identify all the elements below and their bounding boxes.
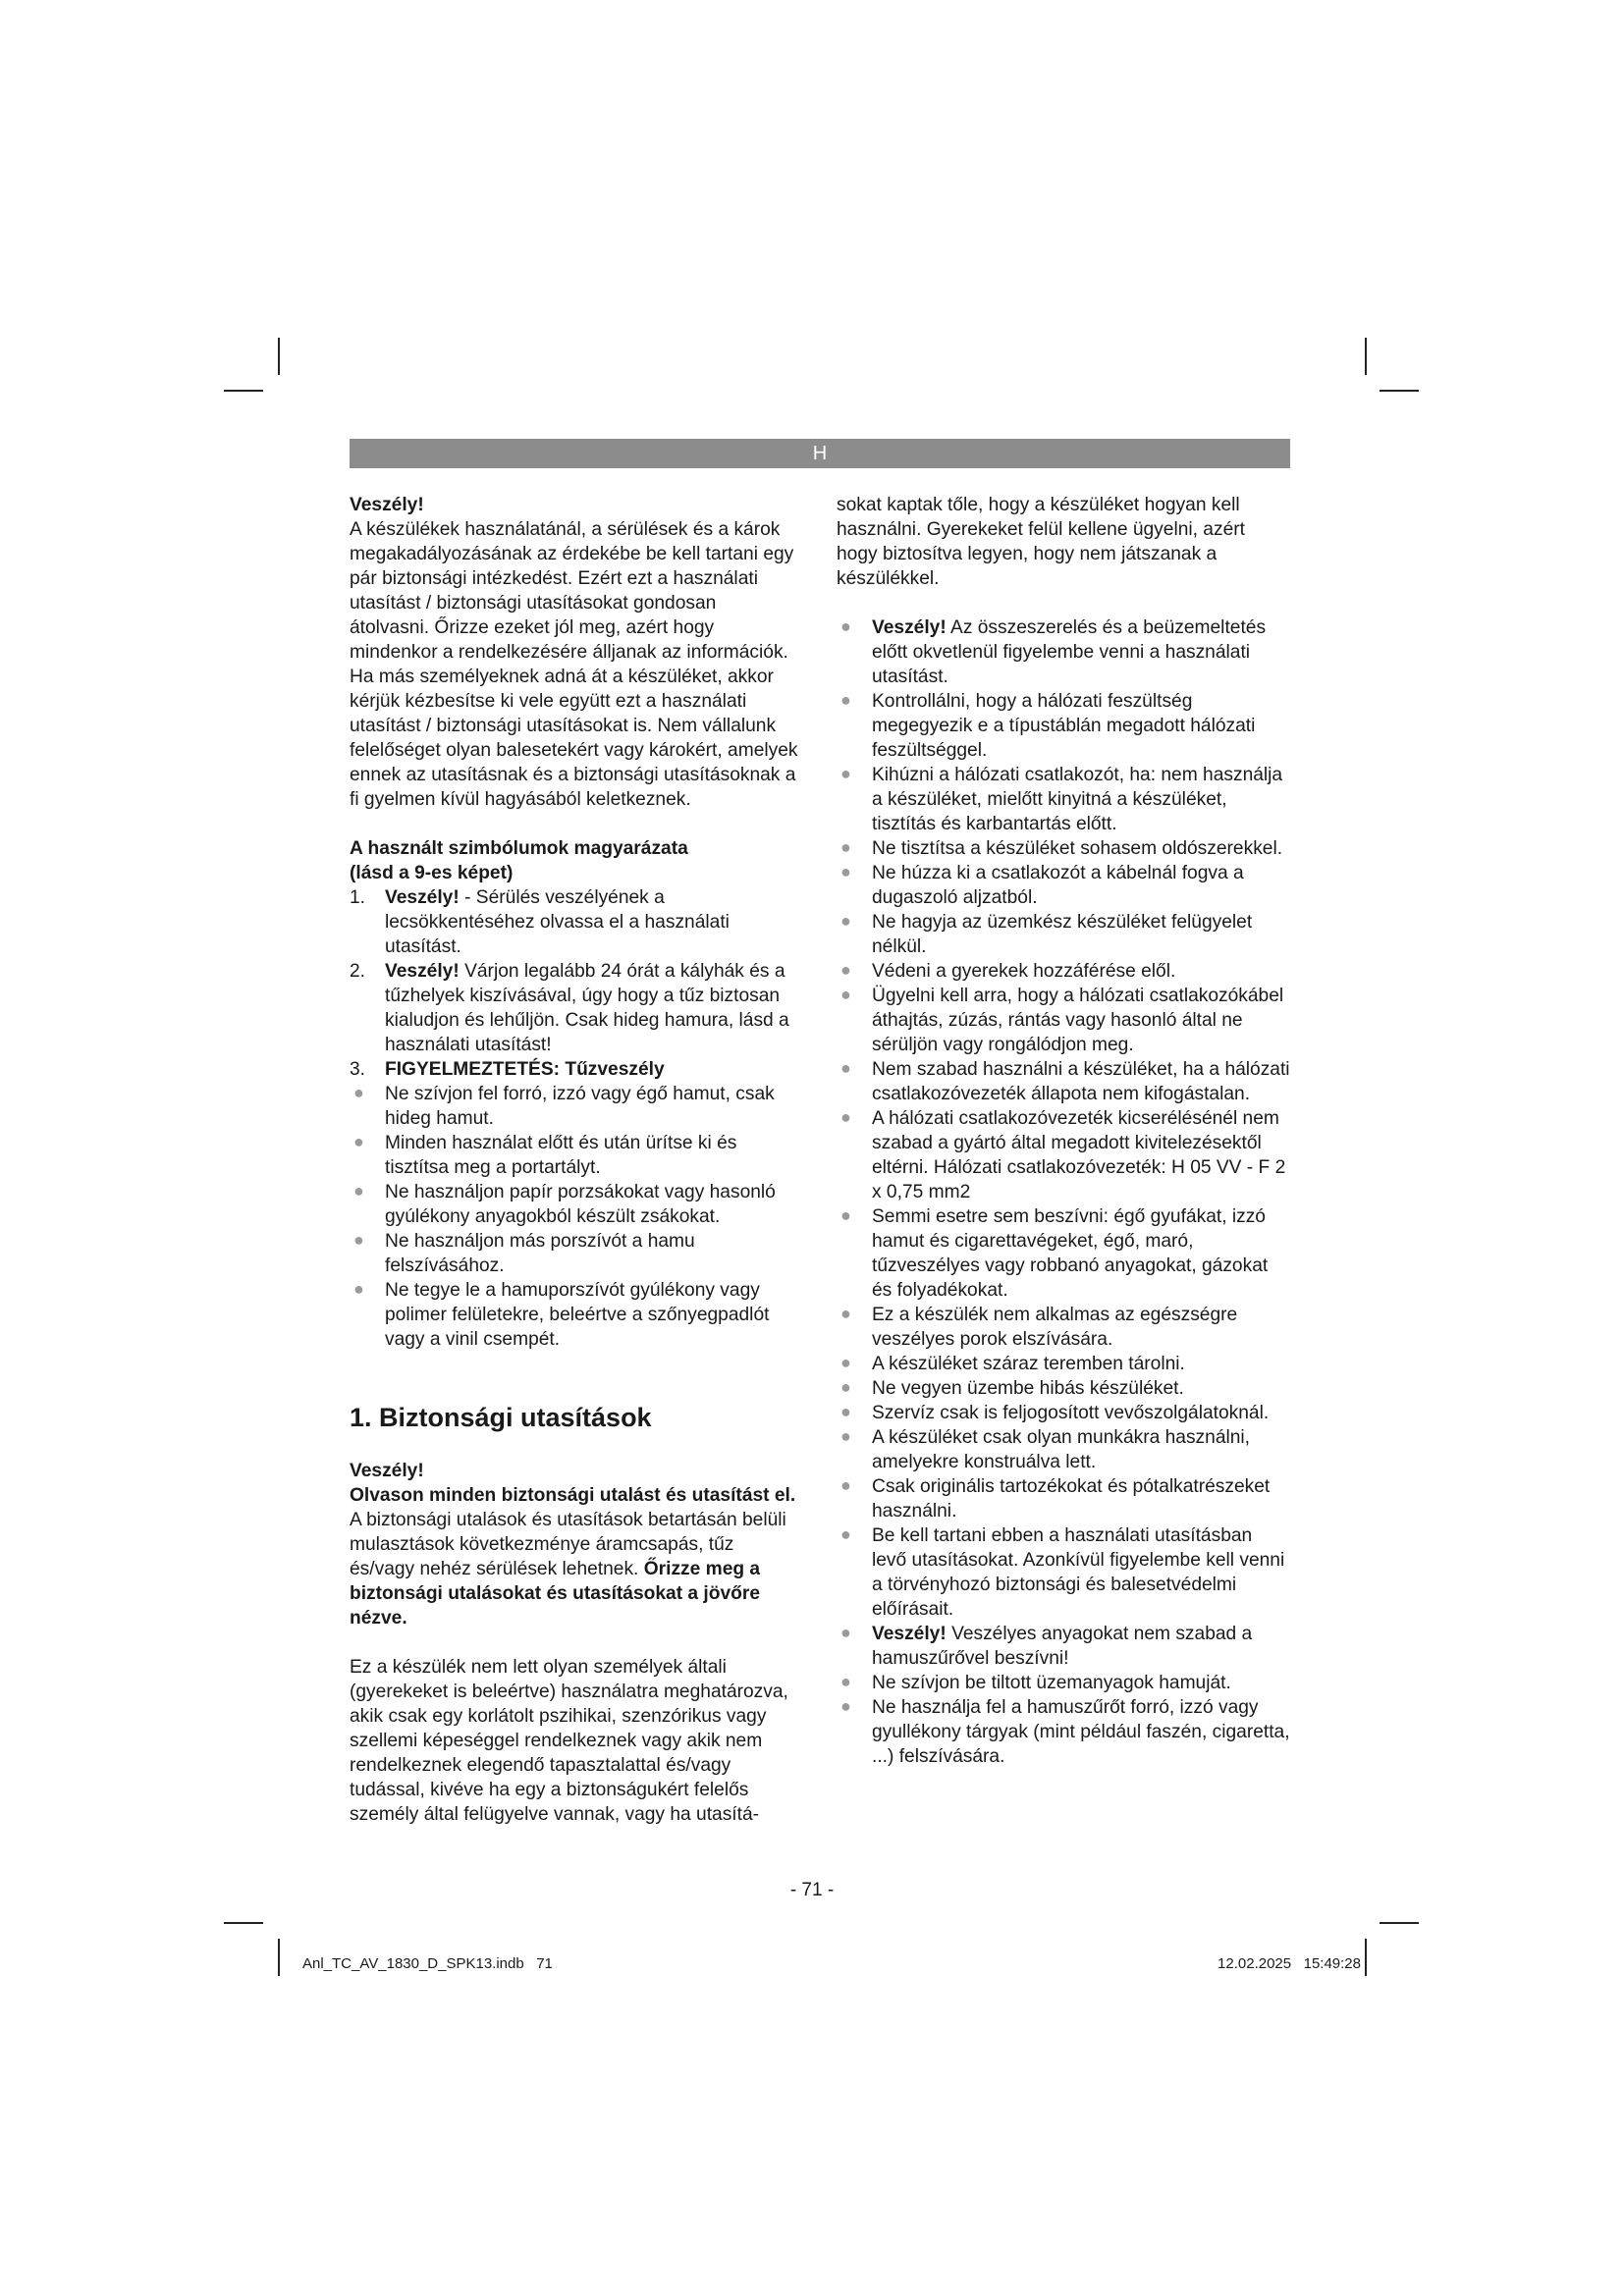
left-column [350, 493, 799, 1827]
bullet-icon: ● [840, 985, 851, 1004]
crop-mark [1365, 338, 1367, 375]
page-number: - 71 - [789, 1880, 835, 1900]
list-item: ● Ne vegyen üzembe hibás készüléket. [840, 1377, 1184, 1399]
section-heading: 1. Biztonsági utasítások [350, 1403, 652, 1432]
list-item: ● Ne szívjon be tiltott üzemanyagok hamuját. [840, 1672, 1231, 1693]
bullet-icon: ● [840, 1353, 851, 1372]
crop-mark [1380, 390, 1419, 392]
bullet-icon: ● [353, 1132, 364, 1151]
crop-mark [224, 1922, 263, 1924]
list-item: ● Kontrollálni, hogy a hálózati feszültség megegyezik e a típustáblán megadott hálózati feszültséggel. [840, 690, 1256, 761]
list-item: ● Szervíz csak is feljogosított vevőszolgálatoknál. [840, 1402, 1270, 1423]
bullet-icon: ● [840, 764, 851, 783]
safety-title: Veszély! [350, 1461, 424, 1481]
continued-paragraph: sokat kaptak tőle, hogy a készüléket hogyan kell használni. Gyerekeket felül kellene ügyelni, azért hogy biztosítva legyen, hogy nem játszanak a készülékkel. [837, 495, 1245, 589]
list-item: ● Csak originális tartozékokat és pótalkatrészeket használni. [840, 1475, 1271, 1522]
bullet-icon: ● [353, 1181, 364, 1201]
list-item: ● Nem szabad használni a készüléket, ha a hálózati csatlakozóvezeték állapota nem kifogástalan. [840, 1058, 1290, 1104]
crop-mark [278, 1939, 280, 1976]
list-item: ● A készüléket száraz teremben tárolni. [840, 1353, 1185, 1374]
symbols-title-2: (lásd a 9-es képet) [350, 863, 514, 883]
safety-bullets [837, 615, 1290, 1769]
list-item: ● A készüléket csak olyan munkákra használni, amelyekre konstruálva lett. [840, 1426, 1251, 1472]
list-item: ● Ne használjon más porszívót a hamu felszívásához. [353, 1230, 695, 1276]
bullet-icon: ● [840, 1475, 851, 1495]
list-item: ● Védeni a gyerekek hozzáférése elől. [840, 960, 1176, 982]
bullet-icon: ● [840, 1058, 851, 1078]
print-datetime: 12.02.2025 15:49:28 [1218, 1955, 1361, 1972]
crop-mark [278, 338, 280, 375]
list-item: ● Ne tisztítsa a készüléket sohasem oldószerekkel. [840, 837, 1283, 859]
list-item: ● Semmi esetre sem beszívni: égő gyufákat, izzó hamut és cigarettavégeket, égő, maró, tűzveszélyes vagy robbanó anyagokat, gázokat és folyadékokat. [840, 1205, 1269, 1301]
bullet-icon: ● [840, 911, 851, 931]
language-label: H [812, 443, 828, 464]
list-item: ● Ne használja fel a hamuszűrőt forró, izzó vagy gyullékony tárgyak (mint például faszén, cigaretta, ...) felszívására. [840, 1696, 1290, 1767]
bullet-icon: ● [840, 862, 851, 881]
bullet-icon: ● [840, 1426, 851, 1446]
list-item: ● Veszély! Az összeszerelés és a beüzemeltetés előtt okvetlenül figyelembe venni a használati utasítást. [840, 616, 1267, 687]
symbols-title-1: A használt szimbólumok magyarázata [350, 838, 688, 859]
persons-paragraph: Ez a készülék nem lett olyan személyek általi (gyerekeket is beleértve) használatra meghatározva, akik csak egy korlátolt pszihikai, szenzórikus vagy szellemi képeséggel rendelkeznek vagy akik nem rendelkeznek elegendő tapasztalattal és/vagy tudással, kivéve ha egy a biztonságukért felelős személy által felügyelve vannak, vagy ha utasítá- [350, 1657, 788, 1825]
bullet-icon: ● [840, 1623, 851, 1642]
bullet-icon: ● [840, 1377, 851, 1397]
list-item: ● Ne húzza ki a csatlakozót a kábelnál fogva a dugaszoló aljzatból. [840, 862, 1244, 908]
crop-mark [1380, 1922, 1419, 1924]
file-name: Anl_TC_AV_1830_D_SPK13.indb 71 [302, 1955, 553, 1972]
intro-title: Veszély! [350, 495, 424, 515]
crop-mark [1365, 1939, 1367, 1976]
safety-paragraph: Olvason minden biztonsági utalást és utasítást el. A biztonsági utalások és utasítások betartásán belüli mulasztások következménye áramcsapás, tűz és/vagy nehéz sérülések lehetnek. Őrizze meg a biztonsági utalásokat és utasításokat a jövőre nézve. [350, 1485, 796, 1629]
crop-mark [224, 390, 263, 392]
list-item: ● Ne használjon papír porzsákokat vagy hasonló gyúlékony anyagokból készült zsákokat. [353, 1181, 776, 1227]
bullet-icon: ● [840, 616, 851, 636]
bullet-icon: ● [840, 837, 851, 857]
list-item: ● Veszély! Veszélyes anyagokat nem szabad a hamuszűrővel beszívni! [840, 1623, 1253, 1669]
list-item: 3. FIGYELMEZTETÉS: Tűzveszély [350, 1059, 665, 1080]
bullet-icon: ● [353, 1230, 364, 1250]
list-item: ● Minden használat előtt és után ürítse ki és tisztítsa meg a portartályt. [353, 1132, 737, 1178]
list-item: ● Kihúzni a hálózati csatlakozót, ha: nem használja a készüléket, mielőtt kinyitná a készüléket, tisztítás és karbantartás előtt. [840, 764, 1283, 834]
list-item: ● Ne szívjon fel forró, izzó vagy égő hamut, csak hideg hamut. [353, 1083, 775, 1129]
bullet-icon: ● [840, 1107, 851, 1127]
right-column [837, 493, 1290, 1769]
language-header-bar [350, 439, 1290, 468]
bullet-icon: ● [840, 960, 851, 980]
list-item: 1. Veszély! - Sérülés veszélyének a lecsökkentéséhez olvassa el a használati utasítást. [350, 887, 730, 957]
bullet-icon: ● [840, 1205, 851, 1225]
bullet-icon: ● [840, 1672, 851, 1691]
list-item: ● Ez a készülék nem alkalmas az egészségre veszélyes porok elszívására. [840, 1304, 1238, 1350]
list-item: ● Ne hagyja az üzemkész készüléket felügyelet nélkül. [840, 911, 1253, 957]
intro-paragraph: A készülékek használatánál, a sérülések és a károk megakadályozásának az érdekébe be kell tartani egy pár biztonsági intézkedést. Ezért ezt a használati utasítást / biztonsági utasításokat gondosan átolvasni. Őrizze ezeket jól meg, azért hogy mindenkor a rendelkezésére álljanak az információk. Ha más személyeknek adná át a készüléket, akkor kérjük kézbesítse ki vele együtt ezt a használati utasítást / biztonsági utasításokat is. Nem vállalunk felelőséget olyan balesetekért vagy károkért, amelyek ennek az utasításnak és a biztonsági utasításoknak a fi gyelmen kívül hagyásából keletkeznek. [350, 519, 798, 810]
bullet-icon: ● [840, 1402, 851, 1421]
list-item: ● Ne tegye le a hamuporszívót gyúlékony vagy polimer felületekre, beleértve a szőnyegpadlót vagy a vinil csempét. [353, 1279, 770, 1350]
symbols-numbered-list [350, 885, 799, 1082]
bullet-icon: ● [353, 1279, 364, 1299]
bullet-icon: ● [353, 1083, 364, 1102]
bullet-icon: ● [840, 690, 851, 710]
bullet-icon: ● [840, 1524, 851, 1544]
list-item: ● Ügyelni kell arra, hogy a hálózati csatlakozókábel áthajtás, zúzás, rántás vagy hasonló által ne sérüljön vagy rongálódjon meg. [840, 985, 1284, 1055]
bullet-icon: ● [840, 1304, 851, 1323]
bullet-icon: ● [840, 1696, 851, 1716]
list-item: ● Be kell tartani ebben a használati utasításban levő utasításokat. Azonkívül figyelembe kell venni a törvényhozó biztonsági és balesetvédelmi előírásait. [840, 1524, 1285, 1620]
list-item: 2. Veszély! Várjon legalább 24 órát a kályhák és a tűzhelyek kiszívásával, úgy hogy a tűz biztosan kialudjon és lehűljön. Csak hideg hamura, lásd a használati utasítást! [350, 961, 789, 1055]
fire-hazard-bullets [350, 1082, 799, 1352]
list-item: ● A hálózati csatlakozóvezeték kicserélésénél nem szabad a gyártó által megadott kivitelezésektől eltérni. Hálózati csatlakozóvezeték: H 05 VV - F 2 x 0,75 mm2 [840, 1107, 1286, 1202]
